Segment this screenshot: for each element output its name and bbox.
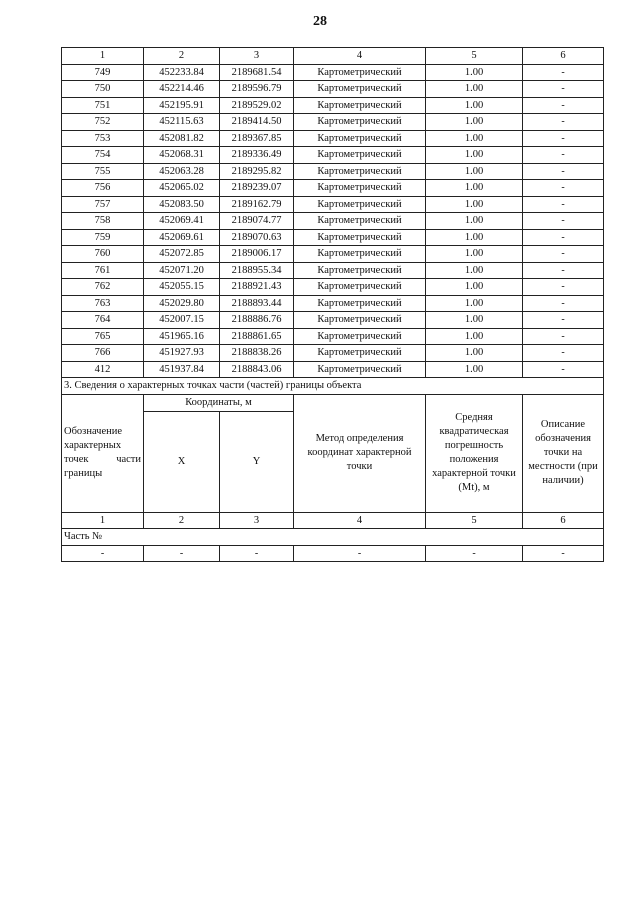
- boundary-points-table: [61, 47, 604, 562]
- mean-error: 1.00: [426, 328, 523, 345]
- x-coordinate: 452055.15: [144, 279, 220, 296]
- x-coordinate: 452072.85: [144, 246, 220, 263]
- x-coordinate: 451927.93: [144, 345, 220, 362]
- x-coordinate: 452069.41: [144, 213, 220, 230]
- description: -: [523, 64, 604, 81]
- description: -: [523, 345, 604, 362]
- mean-error: 1.00: [426, 345, 523, 362]
- description: -: [523, 97, 604, 114]
- mean-error: 1.00: [426, 312, 523, 329]
- table-row: [62, 328, 604, 345]
- table-row: [62, 147, 604, 164]
- error-header: Средняя квадратическая погрешность положения характерной точки (Mt), м: [426, 394, 523, 512]
- empty-cell: -: [220, 545, 294, 562]
- description: -: [523, 163, 604, 180]
- table-row: [62, 213, 604, 230]
- point-number: 764: [62, 312, 144, 329]
- x-coordinate: 452071.20: [144, 262, 220, 279]
- mean-error: 1.00: [426, 361, 523, 378]
- description: -: [523, 361, 604, 378]
- table-row: [62, 180, 604, 197]
- description: -: [523, 81, 604, 98]
- method: Картометрический: [294, 130, 426, 147]
- method: Картометрический: [294, 345, 426, 362]
- point-number: 757: [62, 196, 144, 213]
- mean-error: 1.00: [426, 229, 523, 246]
- description: -: [523, 279, 604, 296]
- method: Картометрический: [294, 328, 426, 345]
- col-number: 2: [144, 48, 220, 65]
- col-number: 4: [294, 48, 426, 65]
- y-coordinate: 2189006.17: [220, 246, 294, 263]
- col-number: 1: [62, 512, 144, 529]
- y-coordinate: 2188955.34: [220, 262, 294, 279]
- x-coordinate: 452007.15: [144, 312, 220, 329]
- empty-cell: -: [294, 545, 426, 562]
- y-coordinate: 2189070.63: [220, 229, 294, 246]
- empty-cell: -: [144, 545, 220, 562]
- col-number: 2: [144, 512, 220, 529]
- mean-error: 1.00: [426, 64, 523, 81]
- description: -: [523, 196, 604, 213]
- method: Картометрический: [294, 64, 426, 81]
- table-row: [62, 246, 604, 263]
- mean-error: 1.00: [426, 246, 523, 263]
- section-title: 3. Сведения о характерных точках части (частей) границы объекта: [62, 378, 604, 395]
- method: Картометрический: [294, 279, 426, 296]
- x-header: X: [144, 411, 220, 512]
- y-coordinate: 2189681.54: [220, 64, 294, 81]
- section-title-row: [62, 378, 604, 395]
- table-row: [62, 361, 604, 378]
- point-number: 763: [62, 295, 144, 312]
- point-number: 750: [62, 81, 144, 98]
- mean-error: 1.00: [426, 295, 523, 312]
- col-number: 1: [62, 48, 144, 65]
- mean-error: 1.00: [426, 97, 523, 114]
- method-header: Метод определения координат характерной точки: [294, 394, 426, 512]
- col-number: 6: [523, 512, 604, 529]
- description: -: [523, 180, 604, 197]
- coordinates-header: Координаты, м: [144, 394, 294, 411]
- x-coordinate: 452063.28: [144, 163, 220, 180]
- method: Картометрический: [294, 213, 426, 230]
- method: Картометрический: [294, 163, 426, 180]
- table-row: [62, 262, 604, 279]
- mean-error: 1.00: [426, 180, 523, 197]
- method: Картометрический: [294, 312, 426, 329]
- x-coordinate: 451937.84: [144, 361, 220, 378]
- x-coordinate: 452069.61: [144, 229, 220, 246]
- y-header: Y: [220, 411, 294, 512]
- y-coordinate: 2189295.82: [220, 163, 294, 180]
- table-row: [62, 312, 604, 329]
- method: Картометрический: [294, 180, 426, 197]
- x-coordinate: 452083.50: [144, 196, 220, 213]
- x-coordinate: 452214.46: [144, 81, 220, 98]
- part-label: Часть №: [62, 529, 604, 546]
- description-header: Описание обозначения точки на местности (при наличии): [523, 394, 604, 512]
- col-number: 5: [426, 48, 523, 65]
- description: -: [523, 114, 604, 131]
- x-coordinate: 452233.84: [144, 64, 220, 81]
- point-number: 761: [62, 262, 144, 279]
- y-coordinate: 2189162.79: [220, 196, 294, 213]
- y-coordinate: 2188861.65: [220, 328, 294, 345]
- y-coordinate: 2189367.85: [220, 130, 294, 147]
- point-number: 752: [62, 114, 144, 131]
- point-number: 754: [62, 147, 144, 164]
- method: Картометрический: [294, 229, 426, 246]
- method: Картометрический: [294, 262, 426, 279]
- y-coordinate: 2189074.77: [220, 213, 294, 230]
- table-row: [62, 229, 604, 246]
- point-number: 753: [62, 130, 144, 147]
- section3-column-number-row: [62, 512, 604, 529]
- point-number: 766: [62, 345, 144, 362]
- x-coordinate: 452029.80: [144, 295, 220, 312]
- table-row: [62, 130, 604, 147]
- column-number-row: [62, 48, 604, 65]
- description: -: [523, 213, 604, 230]
- mean-error: 1.00: [426, 114, 523, 131]
- method: Картометрический: [294, 81, 426, 98]
- table-row: [62, 64, 604, 81]
- point-number: 765: [62, 328, 144, 345]
- point-number: 751: [62, 97, 144, 114]
- description: -: [523, 328, 604, 345]
- description: -: [523, 262, 604, 279]
- mean-error: 1.00: [426, 262, 523, 279]
- col-number: 4: [294, 512, 426, 529]
- empty-cell: -: [523, 545, 604, 562]
- point-number: 762: [62, 279, 144, 296]
- col-number: 6: [523, 48, 604, 65]
- description: -: [523, 295, 604, 312]
- method: Картометрический: [294, 246, 426, 263]
- empty-data-row: [62, 545, 604, 562]
- y-coordinate: 2189596.79: [220, 81, 294, 98]
- point-number: 756: [62, 180, 144, 197]
- point-number: 749: [62, 64, 144, 81]
- table-row: [62, 114, 604, 131]
- table-row: [62, 279, 604, 296]
- x-coordinate: 452081.82: [144, 130, 220, 147]
- description: -: [523, 147, 604, 164]
- x-coordinate: 452195.91: [144, 97, 220, 114]
- col-number: 5: [426, 512, 523, 529]
- x-coordinate: 452115.63: [144, 114, 220, 131]
- mean-error: 1.00: [426, 130, 523, 147]
- empty-cell: -: [62, 545, 144, 562]
- method: Картометрический: [294, 114, 426, 131]
- table-row: [62, 81, 604, 98]
- description: -: [523, 246, 604, 263]
- table-row: [62, 163, 604, 180]
- col-number: 3: [220, 48, 294, 65]
- designation-header: Обозначение характерных точек части границы: [62, 394, 144, 512]
- y-coordinate: 2189336.49: [220, 147, 294, 164]
- table-row: [62, 295, 604, 312]
- description: -: [523, 312, 604, 329]
- y-coordinate: 2189529.02: [220, 97, 294, 114]
- point-number: 760: [62, 246, 144, 263]
- point-number: 755: [62, 163, 144, 180]
- point-number: 758: [62, 213, 144, 230]
- empty-cell: -: [426, 545, 523, 562]
- header-row-top: [62, 394, 604, 411]
- mean-error: 1.00: [426, 81, 523, 98]
- y-coordinate: 2188843.06: [220, 361, 294, 378]
- description: -: [523, 130, 604, 147]
- mean-error: 1.00: [426, 163, 523, 180]
- table-row: [62, 345, 604, 362]
- mean-error: 1.00: [426, 147, 523, 164]
- y-coordinate: 2188886.76: [220, 312, 294, 329]
- y-coordinate: 2188893.44: [220, 295, 294, 312]
- x-coordinate: 452068.31: [144, 147, 220, 164]
- table-row: [62, 196, 604, 213]
- method: Картометрический: [294, 295, 426, 312]
- method: Картометрический: [294, 361, 426, 378]
- point-number: 412: [62, 361, 144, 378]
- col-number: 3: [220, 512, 294, 529]
- method: Картометрический: [294, 147, 426, 164]
- description: -: [523, 229, 604, 246]
- method: Картометрический: [294, 196, 426, 213]
- table-row: [62, 97, 604, 114]
- mean-error: 1.00: [426, 279, 523, 296]
- y-coordinate: 2188838.26: [220, 345, 294, 362]
- part-label-row: [62, 529, 604, 546]
- method: Картометрический: [294, 97, 426, 114]
- y-coordinate: 2189239.07: [220, 180, 294, 197]
- mean-error: 1.00: [426, 196, 523, 213]
- mean-error: 1.00: [426, 213, 523, 230]
- page-number: 28: [313, 14, 327, 29]
- y-coordinate: 2188921.43: [220, 279, 294, 296]
- y-coordinate: 2189414.50: [220, 114, 294, 131]
- point-number: 759: [62, 229, 144, 246]
- x-coordinate: 451965.16: [144, 328, 220, 345]
- x-coordinate: 452065.02: [144, 180, 220, 197]
